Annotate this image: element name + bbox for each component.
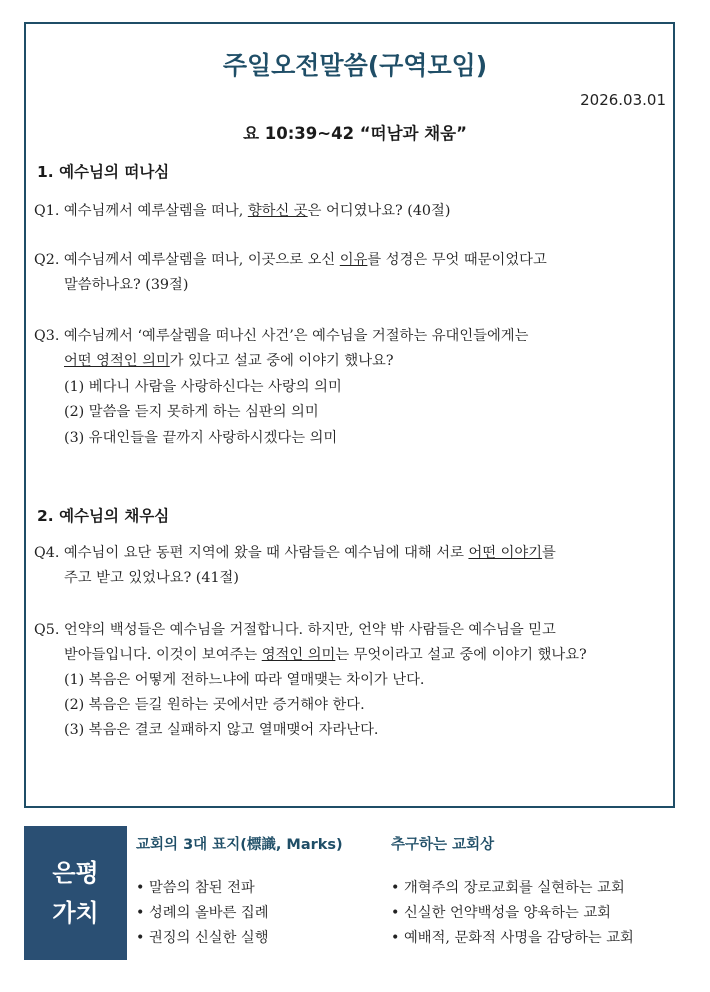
question-q2-cont: 말씀하나요? (39절) — [64, 277, 189, 293]
question-q4: Q4. 예수님이 요단 동편 지역에 왔을 때 사람들은 예수님에 대해 서로 어떤 이야기를 — [34, 545, 556, 561]
badge-line-2: 가치 — [52, 899, 99, 927]
q3-option-3: (3) 유대인들을 끝까지 사랑하시겠다는 의미 — [64, 430, 338, 446]
church-vision-item: • 예배적, 문화적 사명을 감당하는 교회 — [391, 930, 634, 946]
church-vision-item: • 신실한 언약백성을 양육하는 교회 — [391, 905, 611, 921]
section1-heading: 1. 예수님의 떠나심 — [37, 163, 170, 181]
q3-option-1: (1) 베다니 사람을 사랑하신다는 사랑의 의미 — [64, 379, 342, 395]
q3-option-2: (2) 말씀을 듣지 못하게 하는 심판의 의미 — [64, 404, 319, 420]
question-q3-cont: 어떤 영적인 의미가 있다고 설교 중에 이야기 했나요? — [64, 353, 394, 369]
question-q1: Q1. 예수님께서 예루살렘을 떠나, 향하신 곳은 어디였나요? (40절) — [34, 203, 451, 219]
q5-option-1: (1) 복음은 어떻게 전하느냐에 따라 열매맺는 차이가 난다. — [64, 672, 425, 688]
sermon-verse: 요 10:39~42 “떠남과 채움” — [243, 124, 467, 143]
question-q5-cont: 받아들입니다. 이것이 보여주는 영적인 의미는 무엇이라고 설교 중에 이야기 했나요? — [64, 647, 587, 663]
church-values-badge — [24, 826, 127, 960]
section2-heading: 2. 예수님의 채우심 — [37, 507, 170, 525]
marks-heading: 교회의 3대 표지(標識, Marks) — [136, 837, 343, 853]
q5-option-2: (2) 복음은 듣길 원하는 곳에서만 증거해야 한다. — [64, 697, 365, 713]
question-q5: Q5. 언약의 백성들은 예수님을 거절합니다. 하지만, 언약 밖 사람들은 예수님을 믿고 — [34, 622, 556, 638]
date-label: 2026.03.01 — [580, 91, 666, 109]
question-q2: Q2. 예수님께서 예루살렘을 떠나, 이곳으로 오신 이유를 성경은 무엇 때문이었다고 — [34, 252, 547, 268]
marks-item: • 말씀의 참된 전파 — [136, 880, 255, 896]
question-q3: Q3. 예수님께서 ‘예루살렘을 떠나신 사건’은 예수님을 거절하는 유대인들에게는 — [34, 328, 529, 344]
marks-item: • 권징의 신실한 실행 — [136, 930, 269, 946]
church-vision-heading: 추구하는 교회상 — [391, 837, 495, 853]
badge-line-1: 은평 — [52, 859, 99, 887]
question-q4-cont: 주고 받고 있었나요? (41절) — [64, 570, 239, 586]
church-vision-item: • 개혁주의 장로교회를 실현하는 교회 — [391, 880, 625, 896]
marks-item: • 성례의 올바른 집례 — [136, 905, 269, 921]
page-title: 주일오전말씀(구역모임) — [222, 51, 488, 80]
q5-option-3: (3) 복음은 결코 실패하지 않고 열매맺어 자라난다. — [64, 722, 379, 738]
